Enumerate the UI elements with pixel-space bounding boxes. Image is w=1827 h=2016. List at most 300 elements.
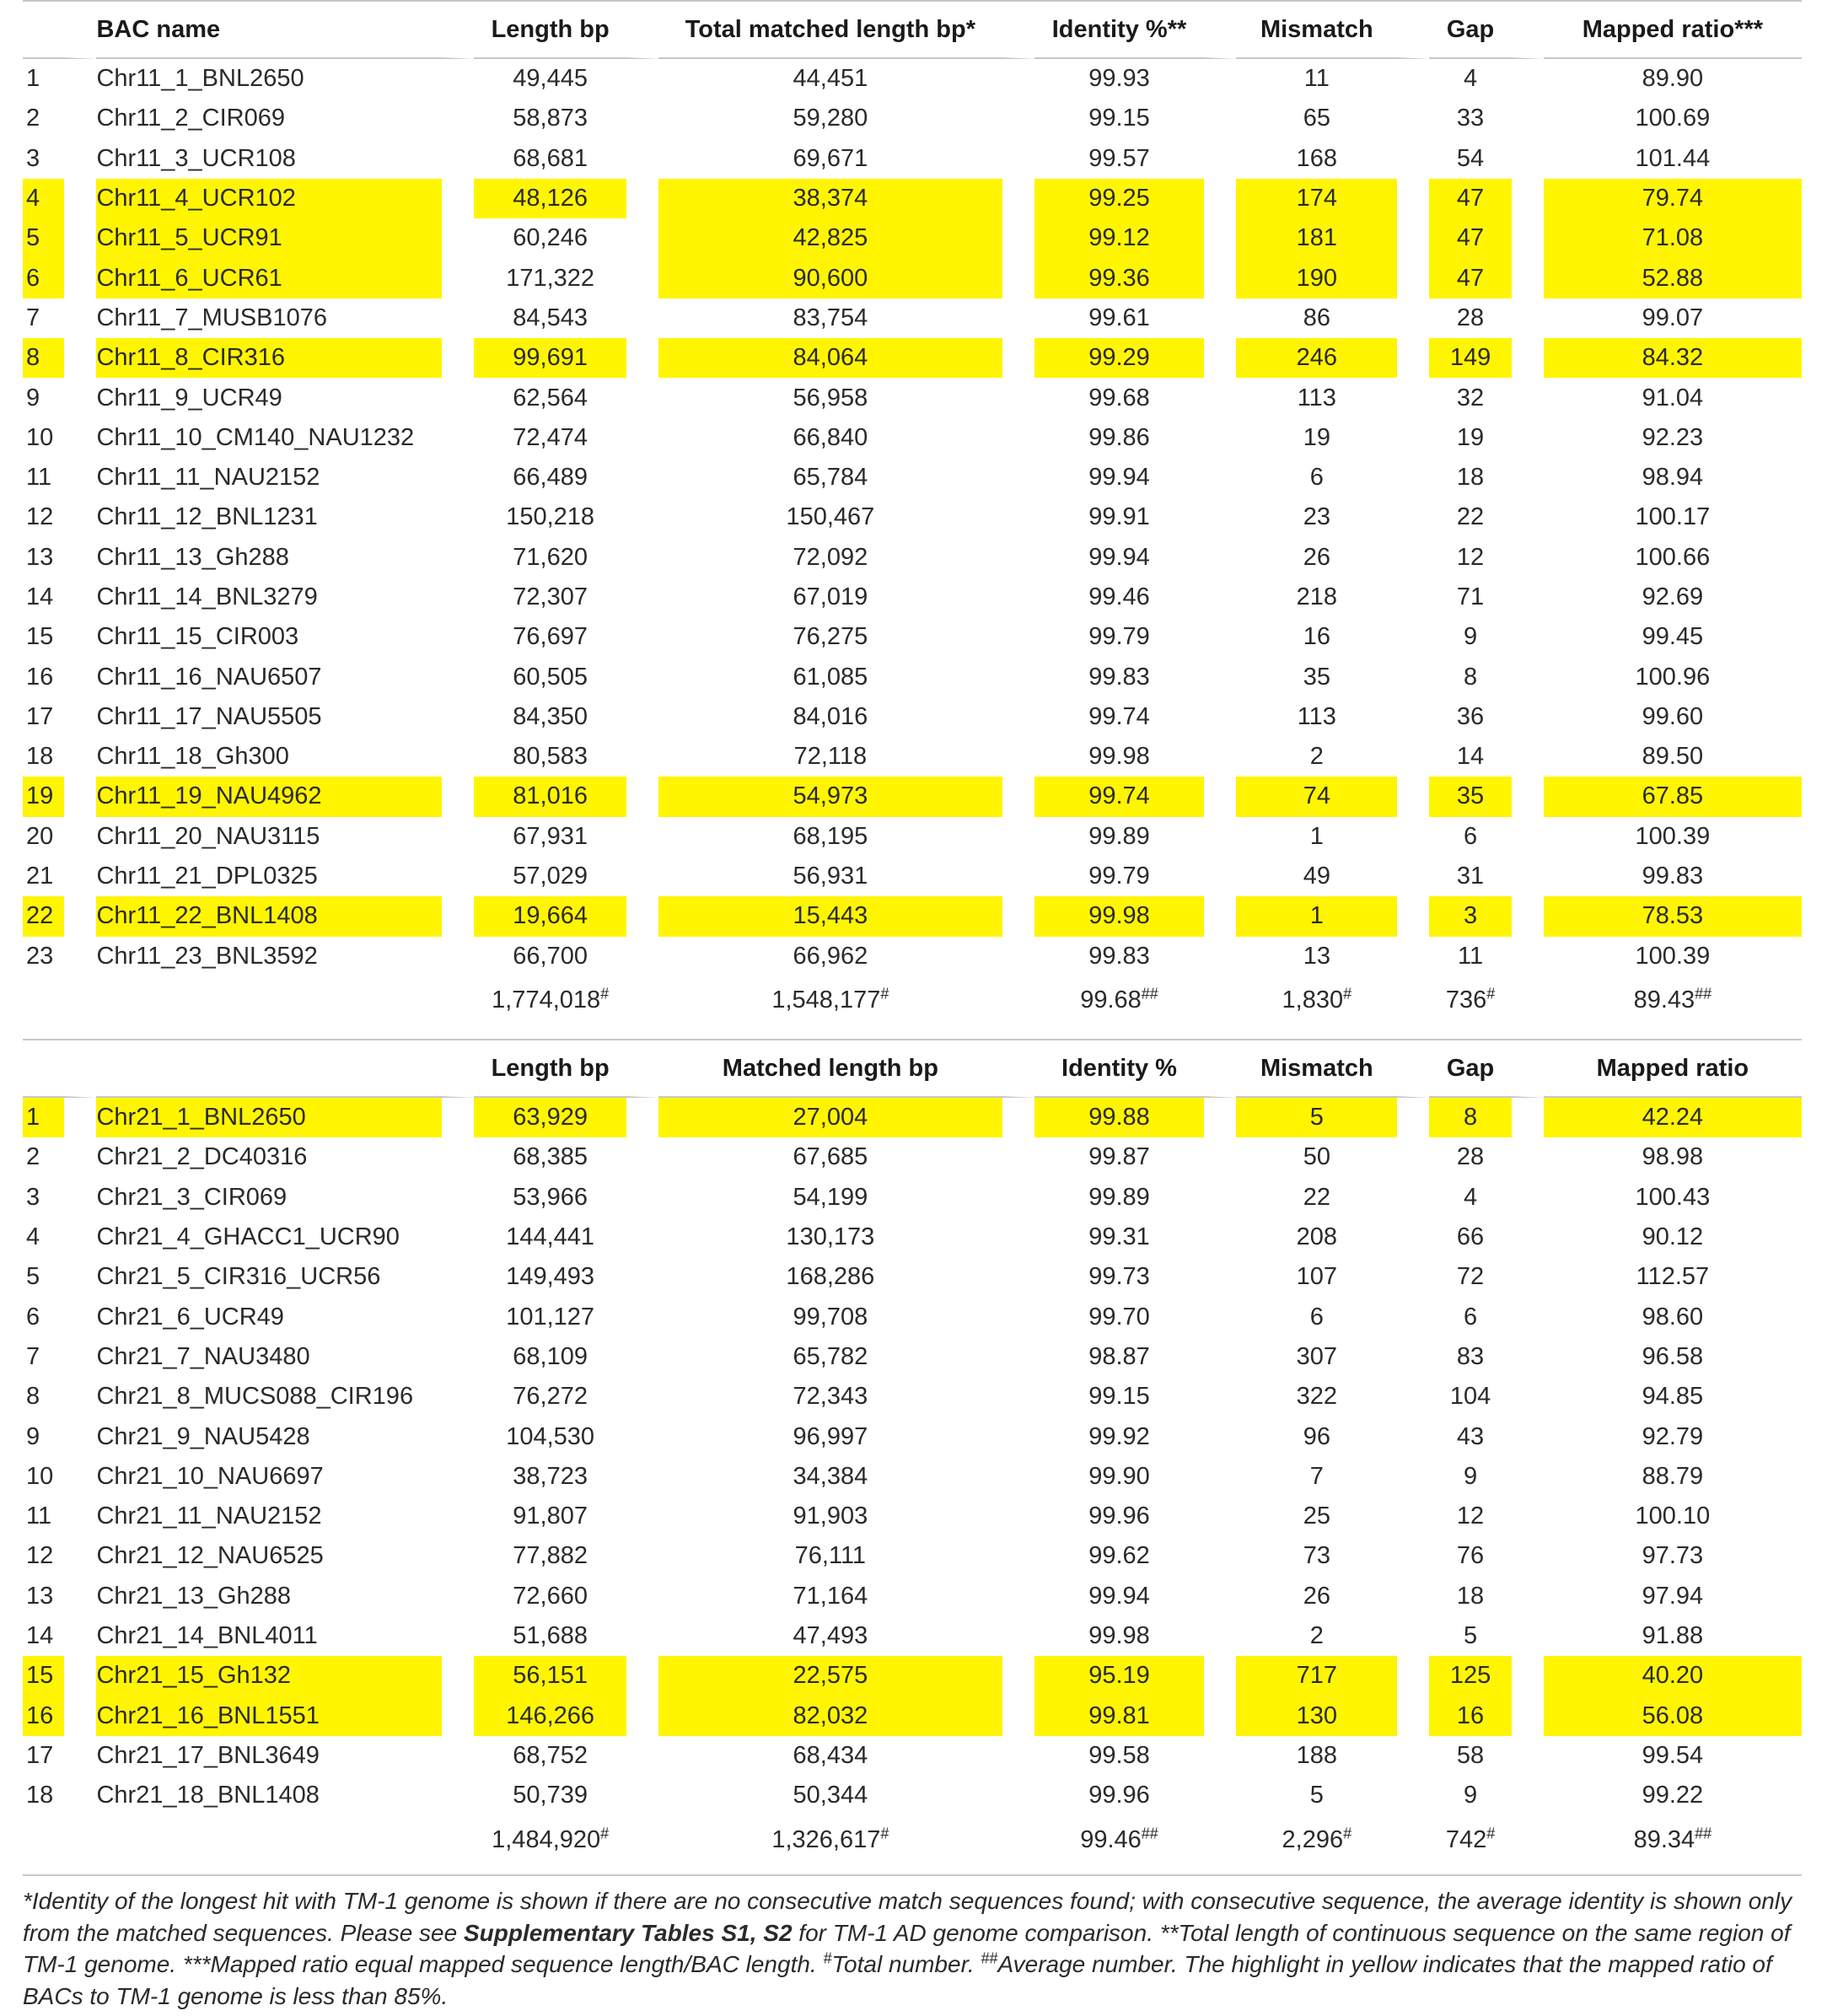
identity-cell: 99.29 [1034, 338, 1237, 378]
gap-cell: 11 [1429, 937, 1543, 976]
matched-length-cell: 99,708 [658, 1297, 1034, 1336]
row-number: 3 [23, 139, 96, 179]
row-number: 8 [23, 1377, 96, 1417]
mapped-ratio-cell: 99.54 [1642, 1741, 1704, 1769]
identity-cell: 99.61 [1034, 298, 1237, 338]
table-row [23, 1616, 1802, 1656]
identity-cell: 99.58 [1034, 1736, 1237, 1776]
header-matched: Total matched length bp* [658, 2, 1034, 59]
mismatch-cell: 22 [1236, 1178, 1429, 1218]
table-row [23, 657, 1802, 696]
gap-cell: 8 [1429, 657, 1543, 696]
gap-cell: 83 [1429, 1337, 1543, 1377]
mismatch-cell: 26 [1236, 538, 1429, 578]
length-cell: 144,441 [474, 1218, 658, 1257]
total-marker: # [880, 1825, 889, 1842]
footnote-text-3: Total number. [831, 1951, 981, 1977]
length-cell: 81,016 [474, 777, 658, 816]
footnote-text-1: *Identity of the longest hit with TM-1 genome is shown if there are no consecutive match sequences found; with consecutive sequence, the average identity is shown only from the matched sequences. Please see [23, 1888, 1792, 1946]
length-cell: 77,882 [474, 1536, 658, 1576]
length-cell: 72,474 [474, 418, 658, 458]
gap-cell: 4 [1429, 59, 1543, 99]
empty-cell [23, 1815, 96, 1864]
matched-length-cell: 96,997 [658, 1417, 1034, 1456]
table-row [23, 1457, 1802, 1497]
identity-cell: 99.88 [1034, 1098, 1237, 1137]
matched-length-cell: 42,825 [658, 218, 1034, 258]
table-row [23, 1696, 1802, 1735]
bac-name-cell: Chr11_9_UCR49 [96, 378, 474, 417]
identity-cell: 99.79 [1034, 617, 1237, 657]
mismatch-cell: 19 [1236, 418, 1429, 458]
bac-name-cell: Chr11_23_BNL3592 [96, 937, 474, 976]
length-cell: 101,127 [474, 1297, 658, 1336]
bac-name-cell: Chr11_2_CIR069 [96, 99, 474, 138]
bac-name-cell: Chr21_13_Gh288 [96, 1577, 474, 1616]
length-cell: 72,660 [474, 1577, 658, 1616]
mapped-ratio-cell: 84.32 [1544, 338, 1802, 378]
header-mapped-ratio: Mapped ratio*** [1544, 2, 1802, 59]
mismatch-cell: 74 [1236, 777, 1429, 816]
length-cell: 76,272 [474, 1377, 658, 1417]
footnote-sup-2: ## [981, 1949, 998, 1967]
matched-length-cell: 67,019 [658, 578, 1034, 617]
bac-name-cell: Chr11_12_BNL1231 [96, 497, 474, 537]
mismatch-cell: 50 [1236, 1137, 1429, 1177]
mapped-ratio-cell: 52.88 [1544, 258, 1802, 298]
mapped-ratio-cell: 99.60 [1642, 702, 1704, 730]
mapped-ratio-cell: 91.88 [1642, 1622, 1704, 1649]
total-length-cell [474, 1815, 658, 1864]
bac-name-cell: Chr11_19_NAU4962 [96, 777, 474, 816]
table-row [23, 1577, 1802, 1616]
mapped-ratio-cell: 42.24 [1544, 1098, 1802, 1137]
mapped-ratio-cell: 40.20 [1544, 1656, 1802, 1696]
total-mismatch-cell [1236, 1815, 1429, 1864]
total-marker: # [1343, 985, 1352, 1003]
matched-length-cell: 67,685 [658, 1137, 1034, 1177]
mapped-ratio-cell: 92.69 [1642, 583, 1704, 610]
mapped-ratio-cell: 98.94 [1642, 464, 1704, 492]
table-row [23, 1656, 1802, 1696]
header-gap: Gap [1429, 2, 1543, 59]
gap-cell: 28 [1429, 298, 1543, 338]
identity-cell: 99.98 [1034, 737, 1237, 777]
bac-name-cell: Chr21_17_BNL3649 [96, 1736, 474, 1776]
bac-name-cell: Chr11_6_UCR61 [96, 258, 474, 298]
mapped-ratio-cell: 88.79 [1642, 1462, 1704, 1490]
length-cell: 149,493 [474, 1257, 658, 1297]
bac-name-cell: Chr11_3_UCR108 [96, 139, 474, 179]
identity-cell: 99.92 [1034, 1417, 1237, 1456]
matched-length-cell: 69,671 [658, 139, 1034, 179]
table-row [23, 1098, 1802, 1137]
mismatch-cell: 6 [1236, 1297, 1429, 1336]
mismatch-cell: 13 [1236, 937, 1429, 976]
mapped-ratio-cell: 71.08 [1544, 218, 1802, 258]
table-row [23, 139, 1802, 179]
mapped-ratio-cell: 100.39 [1635, 942, 1711, 970]
bac-name-cell: Chr11_21_DPL0325 [96, 857, 474, 896]
gap-cell: 47 [1429, 258, 1543, 298]
matched-length-cell: 65,782 [658, 1337, 1034, 1377]
mismatch-cell: 26 [1236, 1577, 1429, 1616]
identity-cell: 99.90 [1034, 1457, 1237, 1497]
header-identity: Identity %** [1034, 2, 1237, 59]
row-number: 6 [23, 258, 96, 298]
matched-length-cell: 22,575 [658, 1656, 1034, 1696]
matched-length-cell: 90,600 [658, 258, 1034, 298]
matched-length-cell: 66,840 [658, 418, 1034, 458]
row-number: 2 [23, 1137, 96, 1177]
gap-cell: 9 [1429, 617, 1543, 657]
table-row [23, 1497, 1802, 1536]
total-value: 99.68 [1080, 986, 1142, 1014]
table-row [23, 458, 1802, 497]
matched-length-cell: 68,434 [658, 1736, 1034, 1776]
mapped-ratio-cell: 94.85 [1642, 1383, 1704, 1411]
gap-cell: 66 [1429, 1218, 1543, 1257]
mapped-ratio-cell: 97.94 [1642, 1582, 1704, 1610]
matched-length-cell: 82,032 [658, 1696, 1034, 1735]
gap-cell: 28 [1429, 1137, 1543, 1177]
row-number: 21 [23, 857, 96, 896]
bac-name-cell: Chr21_8_MUCS088_CIR196 [96, 1377, 474, 1417]
table-row [23, 1337, 1802, 1377]
gap-cell: 18 [1429, 458, 1543, 497]
row-number: 12 [23, 497, 96, 537]
mapped-ratio-cell: 101.44 [1635, 144, 1711, 172]
bac-name-cell: Chr11_14_BNL3279 [96, 578, 474, 617]
table-row [23, 179, 1802, 218]
table-row [23, 99, 1802, 138]
header-matched: Matched length bp [658, 1040, 1034, 1098]
table-chr11 [23, 2, 1802, 1025]
identity-cell: 99.98 [1034, 1616, 1237, 1656]
mismatch-cell: 49 [1236, 857, 1429, 896]
mapped-ratio-cell: 67.85 [1544, 777, 1802, 816]
mismatch-cell: 2 [1236, 737, 1429, 777]
mapped-ratio-cell: 79.74 [1544, 179, 1802, 218]
mismatch-cell: 107 [1236, 1257, 1429, 1297]
identity-cell: 99.98 [1034, 896, 1237, 936]
total-marker: # [1343, 1825, 1352, 1842]
total-value: 2,296 [1282, 1825, 1344, 1853]
empty-cell [96, 976, 474, 1025]
total-length-cell [474, 976, 658, 1025]
totals-row [23, 976, 1802, 1025]
header-gap: Gap [1429, 1040, 1543, 1098]
total-value: 89.43 [1633, 986, 1695, 1014]
identity-cell: 99.25 [1034, 179, 1237, 218]
bac-name-cell: Chr21_2_DC40316 [96, 1137, 474, 1177]
table-row [23, 1736, 1802, 1776]
bac-name-cell: Chr11_10_CM140_NAU1232 [96, 418, 474, 458]
gap-cell: 3 [1429, 896, 1543, 936]
length-cell: 49,445 [474, 59, 658, 99]
identity-cell: 98.87 [1034, 1337, 1237, 1377]
length-cell: 19,664 [474, 896, 658, 936]
mismatch-cell: 208 [1236, 1218, 1429, 1257]
total-mapped-ratio-cell [1544, 1815, 1802, 1864]
table-header-row [23, 2, 1802, 59]
bac-name-cell: Chr21_3_CIR069 [96, 1178, 474, 1218]
mapped-ratio-cell: 56.08 [1544, 1696, 1802, 1735]
identity-cell: 99.96 [1034, 1497, 1237, 1536]
table-row [23, 1536, 1802, 1576]
matched-length-cell: 72,118 [658, 737, 1034, 777]
row-number: 1 [23, 1098, 96, 1137]
identity-cell: 99.94 [1034, 1577, 1237, 1616]
table-row [23, 578, 1802, 617]
mapped-ratio-cell: 99.22 [1642, 1782, 1704, 1809]
matched-length-cell: 72,343 [658, 1377, 1034, 1417]
length-cell: 68,752 [474, 1736, 658, 1776]
table-body [23, 59, 1802, 1025]
matched-length-cell: 27,004 [658, 1098, 1034, 1137]
mapped-ratio-cell: 98.60 [1642, 1303, 1704, 1331]
mismatch-cell: 7 [1236, 1457, 1429, 1497]
table-row [23, 258, 1802, 298]
identity-cell: 99.57 [1034, 139, 1237, 179]
bac-name-cell: Chr11_5_UCR91 [96, 218, 474, 258]
mismatch-cell: 65 [1236, 99, 1429, 138]
length-cell: 99,691 [474, 338, 658, 378]
gap-cell: 47 [1429, 218, 1543, 258]
mismatch-cell: 307 [1236, 1337, 1429, 1377]
gap-cell: 22 [1429, 497, 1543, 537]
identity-cell: 99.81 [1034, 1696, 1237, 1735]
identity-cell: 99.87 [1034, 1137, 1237, 1177]
table-row [23, 338, 1802, 378]
mapped-ratio-cell: 100.43 [1635, 1183, 1711, 1211]
total-marker: ## [1695, 1825, 1712, 1842]
mapped-ratio-cell: 100.17 [1635, 503, 1711, 531]
mismatch-cell: 2 [1236, 1616, 1429, 1656]
length-cell: 50,739 [474, 1776, 658, 1815]
mismatch-cell: 5 [1236, 1776, 1429, 1815]
mismatch-cell: 130 [1236, 1696, 1429, 1735]
gap-cell: 71 [1429, 578, 1543, 617]
bac-name-cell: Chr21_4_GHACC1_UCR90 [96, 1218, 474, 1257]
bac-name-cell: Chr21_18_BNL1408 [96, 1776, 474, 1815]
identity-cell: 99.86 [1034, 418, 1237, 458]
bac-name-cell: Chr21_1_BNL2650 [96, 1098, 474, 1137]
total-marker: ## [1141, 985, 1158, 1003]
row-number: 16 [23, 657, 96, 696]
header-bac-name [96, 1040, 474, 1098]
bac-name-cell: Chr21_5_CIR316_UCR56 [96, 1257, 474, 1297]
mismatch-cell: 5 [1236, 1098, 1429, 1137]
row-number: 20 [23, 817, 96, 857]
identity-cell: 99.79 [1034, 857, 1237, 896]
row-number: 14 [23, 1616, 96, 1656]
total-matched-length-cell [658, 976, 1034, 1025]
total-marker: ## [1695, 985, 1712, 1003]
total-gap-cell [1429, 1815, 1543, 1864]
table-header-row [23, 1040, 1802, 1098]
row-number: 13 [23, 1577, 96, 1616]
header-mismatch: Mismatch [1236, 2, 1429, 59]
table-row [23, 418, 1802, 458]
bac-name-cell: Chr21_7_NAU3480 [96, 1337, 474, 1377]
matched-length-cell: 54,199 [658, 1178, 1034, 1218]
gap-cell: 72 [1429, 1257, 1543, 1297]
length-cell: 60,505 [474, 657, 658, 696]
table-row [23, 937, 1802, 976]
gap-cell: 76 [1429, 1536, 1543, 1576]
length-cell: 66,489 [474, 458, 658, 497]
total-marker: # [1486, 985, 1496, 1003]
table-row [23, 1776, 1802, 1815]
length-cell: 80,583 [474, 737, 658, 777]
total-mapped-ratio-cell [1544, 976, 1802, 1025]
identity-cell: 99.83 [1034, 937, 1237, 976]
total-value: 1,774,018 [492, 986, 601, 1014]
bac-name-cell: Chr21_15_Gh132 [96, 1656, 474, 1696]
mismatch-cell: 181 [1236, 218, 1429, 258]
table-row [23, 1377, 1802, 1417]
row-number: 6 [23, 1297, 96, 1336]
identity-cell: 99.96 [1034, 1776, 1237, 1815]
identity-cell: 99.89 [1034, 817, 1237, 857]
identity-cell: 99.70 [1034, 1297, 1237, 1336]
mismatch-cell: 73 [1236, 1536, 1429, 1576]
length-cell: 68,681 [474, 139, 658, 179]
header-identity: Identity % [1034, 1040, 1237, 1098]
total-identity-cell [1034, 1815, 1237, 1864]
mismatch-cell: 96 [1236, 1417, 1429, 1456]
length-cell: 104,530 [474, 1417, 658, 1456]
supplementary-tables-link[interactable]: Supplementary Tables S1, S2 [463, 1919, 793, 1946]
matched-length-cell: 59,280 [658, 99, 1034, 138]
mismatch-cell: 86 [1236, 298, 1429, 338]
mismatch-cell: 16 [1236, 617, 1429, 657]
row-number: 8 [23, 338, 96, 378]
bac-name-cell: Chr11_11_NAU2152 [96, 458, 474, 497]
mismatch-cell: 1 [1236, 896, 1429, 936]
table-row [23, 817, 1802, 857]
gap-cell: 149 [1429, 338, 1543, 378]
table-row [23, 298, 1802, 338]
mapped-ratio-cell: 100.96 [1635, 663, 1711, 691]
header-bac-name: BAC name [96, 2, 474, 59]
mismatch-cell: 218 [1236, 578, 1429, 617]
matched-length-cell: 61,085 [658, 657, 1034, 696]
mapped-ratio-cell: 96.58 [1642, 1342, 1704, 1370]
header-length: Length bp [474, 1040, 658, 1098]
matched-length-cell: 56,931 [658, 857, 1034, 896]
matched-length-cell: 76,275 [658, 617, 1034, 657]
identity-cell: 99.73 [1034, 1257, 1237, 1297]
table-row [23, 218, 1802, 258]
bac-name-cell: Chr21_10_NAU6697 [96, 1457, 474, 1497]
gap-cell: 16 [1429, 1696, 1543, 1735]
mapped-ratio-cell: 100.39 [1635, 822, 1711, 850]
total-value: 742 [1445, 1825, 1487, 1853]
row-number: 18 [23, 737, 96, 777]
matched-length-cell: 68,195 [658, 817, 1034, 857]
matched-length-cell: 44,451 [658, 59, 1034, 99]
length-cell: 66,700 [474, 937, 658, 976]
length-cell: 72,307 [474, 578, 658, 617]
row-number: 3 [23, 1178, 96, 1218]
mapped-ratio-cell: 92.79 [1642, 1422, 1704, 1450]
bac-name-cell: Chr11_15_CIR003 [96, 617, 474, 657]
table-row [23, 1297, 1802, 1336]
table-row [23, 1178, 1802, 1218]
total-marker: # [600, 985, 610, 1003]
gap-cell: 125 [1429, 1656, 1543, 1696]
gap-cell: 5 [1429, 1616, 1543, 1656]
gap-cell: 9 [1429, 1776, 1543, 1815]
identity-cell: 99.83 [1034, 657, 1237, 696]
bac-name-cell: Chr21_12_NAU6525 [96, 1536, 474, 1576]
total-value: 99.46 [1080, 1825, 1142, 1853]
mapped-ratio-cell: 91.04 [1642, 384, 1704, 411]
mismatch-cell: 717 [1236, 1656, 1429, 1696]
matched-length-cell: 72,092 [658, 538, 1034, 578]
length-cell: 84,543 [474, 298, 658, 338]
row-number: 10 [23, 1457, 96, 1497]
total-mismatch-cell [1236, 976, 1429, 1025]
mapped-ratio-cell: 99.07 [1642, 304, 1704, 331]
matched-length-cell: 15,443 [658, 896, 1034, 936]
length-cell: 56,151 [474, 1656, 658, 1696]
mismatch-cell: 188 [1236, 1736, 1429, 1776]
bac-name-cell: Chr11_16_NAU6507 [96, 657, 474, 696]
gap-cell: 32 [1429, 378, 1543, 417]
matched-length-cell: 54,973 [658, 777, 1034, 816]
identity-cell: 99.15 [1034, 99, 1237, 138]
row-number: 15 [23, 617, 96, 657]
matched-length-cell: 84,064 [658, 338, 1034, 378]
bac-name-cell: Chr11_18_Gh300 [96, 737, 474, 777]
row-number: 17 [23, 1736, 96, 1776]
length-cell: 171,322 [474, 258, 658, 298]
row-number: 5 [23, 1257, 96, 1297]
bac-name-cell: Chr11_1_BNL2650 [96, 59, 474, 99]
matched-length-cell: 56,958 [658, 378, 1034, 417]
gap-cell: 6 [1429, 817, 1543, 857]
mapped-ratio-cell: 98.98 [1642, 1143, 1704, 1171]
bac-name-cell: Chr11_17_NAU5505 [96, 697, 474, 737]
row-number: 14 [23, 578, 96, 617]
gap-cell: 104 [1429, 1377, 1543, 1417]
identity-cell: 99.68 [1034, 378, 1237, 417]
footnote-text-4: Average number. The highlight in yellow indicates that the mapped ratio of BACs to TM-1 genome is less than 85%. [23, 1951, 1772, 2009]
identity-cell: 99.46 [1034, 578, 1237, 617]
mismatch-cell: 174 [1236, 179, 1429, 218]
mapped-ratio-cell: 112.57 [1636, 1263, 1710, 1291]
matched-length-cell: 34,384 [658, 1457, 1034, 1497]
length-cell: 84,350 [474, 697, 658, 737]
identity-cell: 99.15 [1034, 1377, 1237, 1417]
table-row [23, 1417, 1802, 1456]
row-number: 10 [23, 418, 96, 458]
bac-name-cell: Chr21_6_UCR49 [96, 1297, 474, 1336]
mismatch-cell: 246 [1236, 338, 1429, 378]
mapped-ratio-cell: 89.90 [1642, 65, 1704, 93]
length-cell: 76,697 [474, 617, 658, 657]
bac-name-cell: Chr11_4_UCR102 [96, 179, 474, 218]
totals-row [23, 1815, 1802, 1864]
gap-cell: 14 [1429, 737, 1543, 777]
row-number: 7 [23, 298, 96, 338]
mapped-ratio-cell: 99.45 [1642, 623, 1704, 651]
row-number: 23 [23, 937, 96, 976]
row-number: 17 [23, 697, 96, 737]
